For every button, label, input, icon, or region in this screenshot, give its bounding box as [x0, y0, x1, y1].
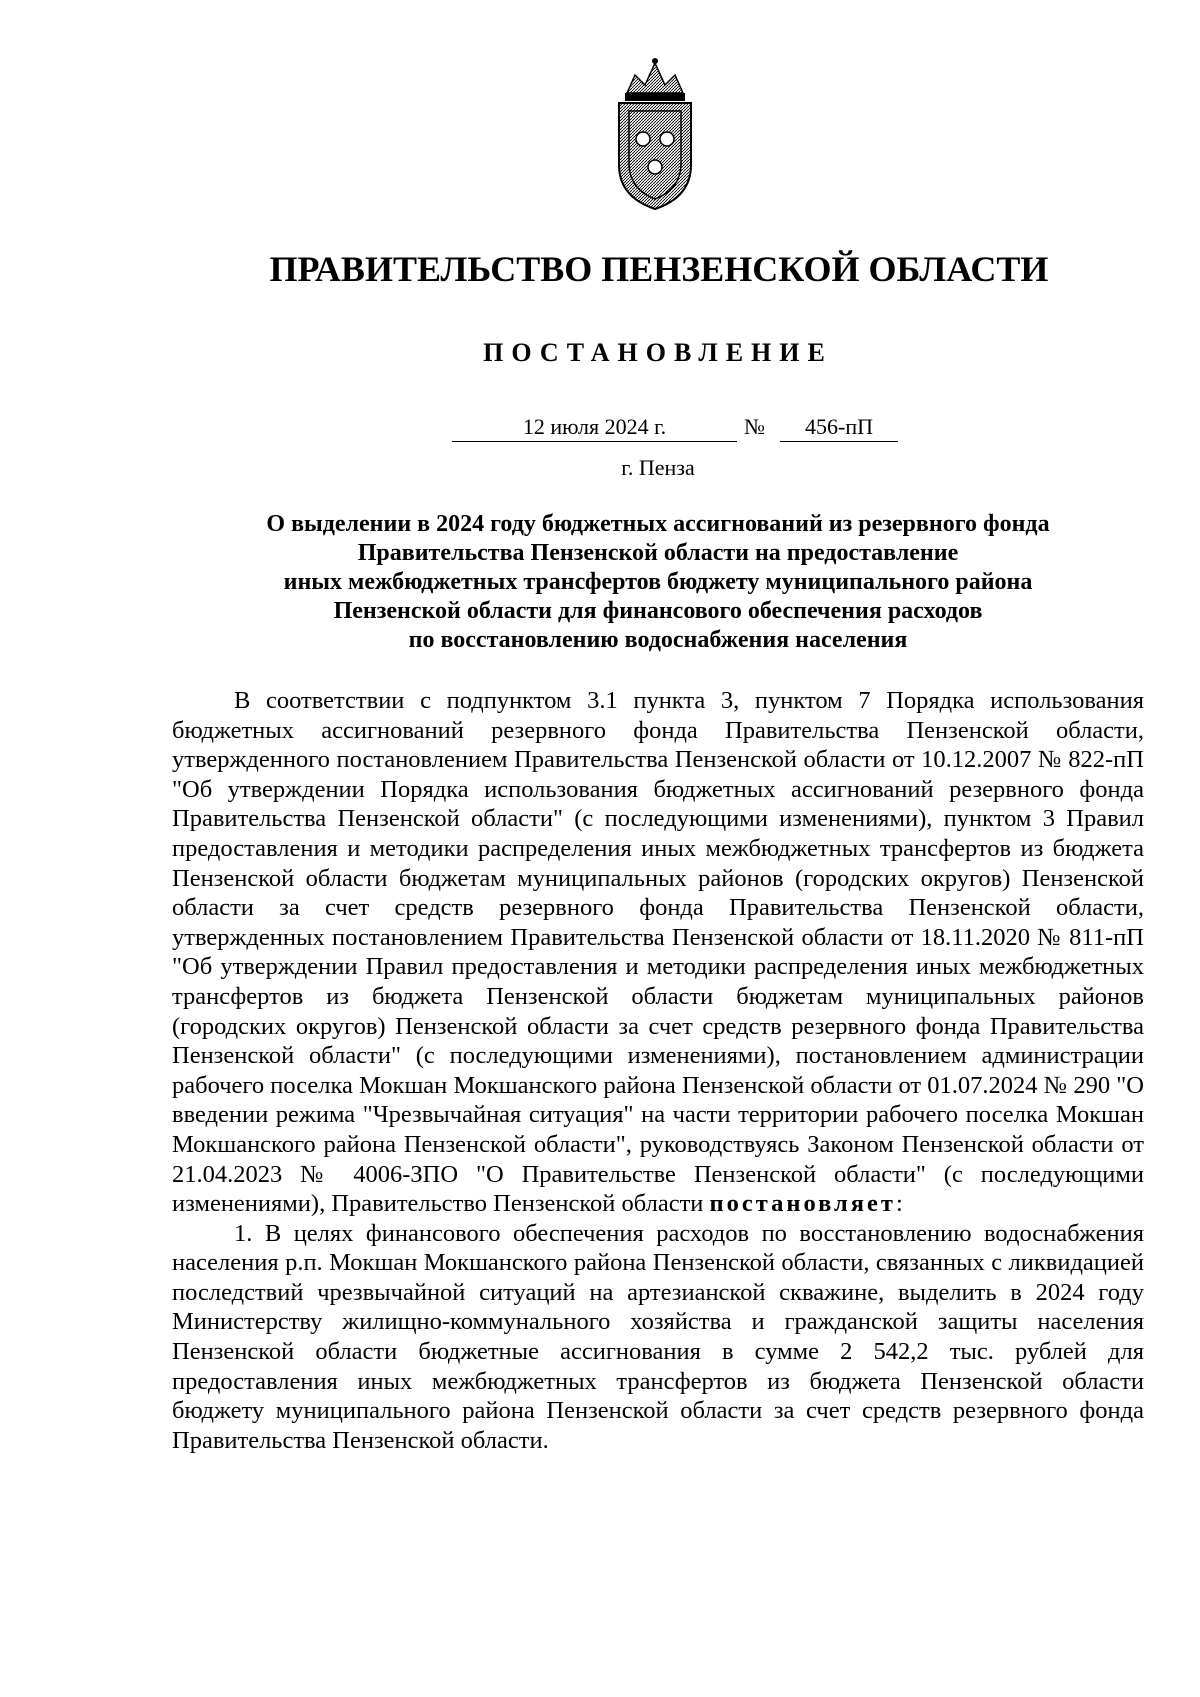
subject-line: О выделении в 2024 году бюджетных ассигнований из резервного фонда — [266, 511, 1050, 537]
document-number: 456-пП — [780, 413, 898, 442]
document-type: ПОСТАНОВЛЕНИЕ — [483, 338, 833, 367]
government-title: ПРАВИТЕЛЬСТВО ПЕНЗЕНСКОЙ ОБЛАСТИ — [269, 249, 1049, 289]
decree-word: постановляет — [709, 1190, 896, 1218]
subject-line: иных межбюджетных трансфертов бюджету муниципального района — [283, 569, 1033, 595]
document-subject — [172, 510, 1144, 655]
coat-of-arms-icon — [605, 55, 705, 215]
document-city: г. Пенза — [621, 455, 695, 480]
document-body — [172, 686, 1144, 1455]
subject-line: по восстановлению водоснабжения населения — [408, 627, 908, 653]
decree-colon: : — [895, 1190, 903, 1218]
preamble-paragraph — [172, 686, 1144, 1219]
subject-line: Правительства Пензенской области на предоставление — [357, 540, 959, 566]
item-1-paragraph: 1. В целях финансового обеспечения расходов по восстановлению водоснабжения населения р.п. Мокшан Мокшанского района Пензенской области, связанных с ликвидацией последствий чрезвычайной ситуаций на артезианской скважине, выделить в 2024 году Министерству жилищно-коммунального хозяйства и гражданской защиты населения Пензенской области бюджетные ассигнования в сумме 2 542,2 тыс. рублей для предоставления иных межбюджетных трансфертов из бюджета Пензенской области бюджету муниципального района Пензенской области за счет средств резервного фонда Правительства Пензенской области. — [172, 1219, 1144, 1454]
subject-line: Пензенской области для финансового обеспечения расходов — [333, 598, 983, 624]
number-sign: № — [744, 414, 765, 439]
document-date: 12 июля 2024 г. — [452, 413, 737, 442]
preamble-text: В соответствии с подпунктом 3.1 пункта 3, пунктом 7 Порядка использования бюджетных ассигнований резервного фонда Правительства Пензенской области, утвержденного постановлением Правительства Пензенской области от 10.12.2007 № 822-пП "Об утверждении Порядка использования бюджетных ассигнований резервного фонда Правительства Пензенской области" (с последующими изменениями), пунктом 3 Правил предоставления и методики распределения иных межбюджетных трансфертов из бюджета Пензенской области бюджетам муниципальных районов (городских округов) Пензенской области за счет средств резервного фонда Правительства Пензенской области, утвержденных постановлением Правительства Пензенской области от 18.11.2020 № 811-пП "Об утверждении Правил предоставления и методики распределения иных межбюджетных трансфертов из бюджета Пензенской области бюджетам муниципальных районов (городских округов) Пензенской области за счет средств резервного фонда Правительства Пензенской области" (с последующими изменениями), постановлением администрации рабочего поселка Мокшан Мокшанского района Пензенской области от 01.07.2024 № 290 "О введении режима "Чрезвычайная ситуация" на части территории рабочего поселка Мокшан Мокшанского района Пензенской области", руководствуясь Законом Пензенской области от 21.04.2023 № 4006-ЗПО "О Правительстве Пензенской области" (с последующими изменениями), Правительство Пензенской области — [172, 687, 1144, 1218]
